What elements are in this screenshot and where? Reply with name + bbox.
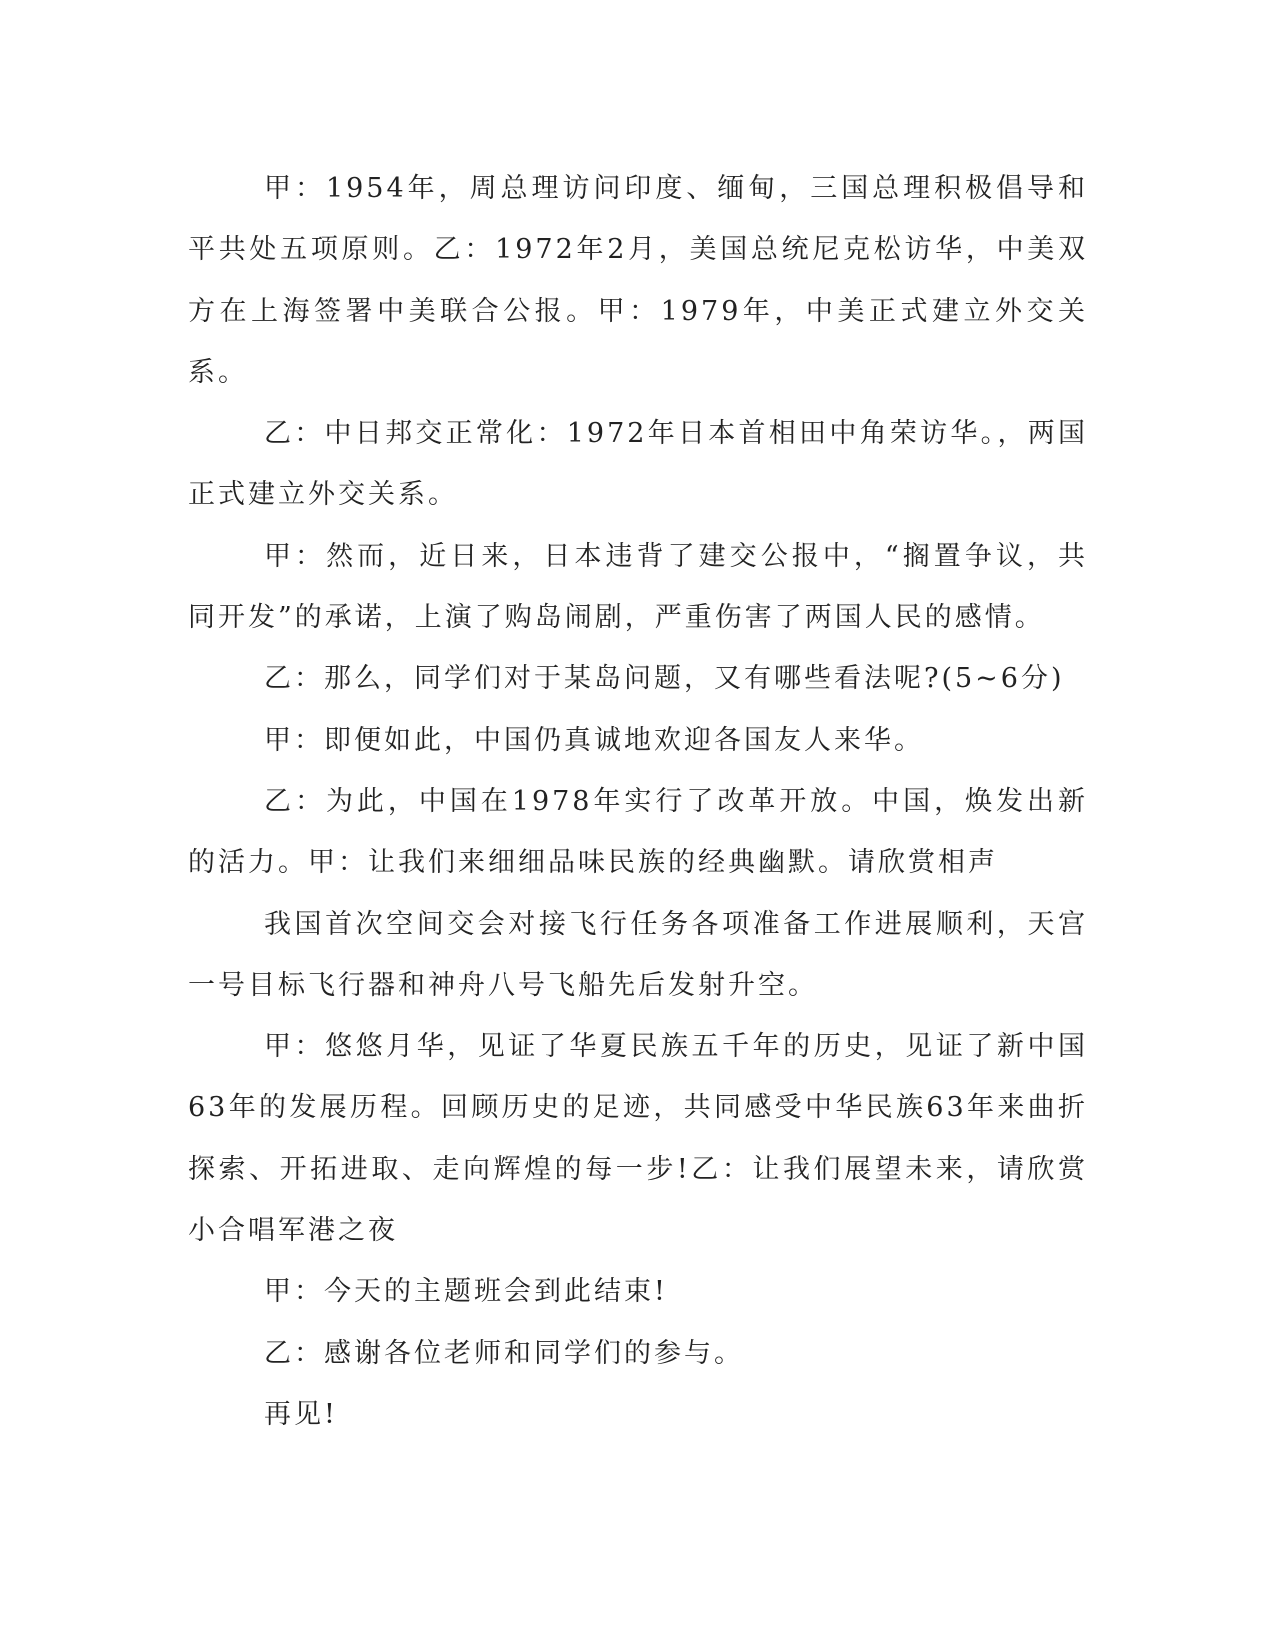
document-body [188, 158, 1088, 1445]
paragraph-8: 甲：悠悠月华，见证了华夏民族五千年的历史，见证了新中国63年的发展历程。回顾历史的足迹，共同感受中华民族63年来曲折探索、开拓进取、走向辉煌的每一步!乙：让我们展望未来，请欣赏小合唱军港之夜 [188, 1031, 1088, 1247]
paragraph-4: 乙：那么，同学们对于某岛问题，又有哪些看法呢?(5~6分) [264, 663, 1065, 695]
paragraph-11: 再见! [264, 1398, 338, 1430]
paragraph-2: 乙：中日邦交正常化：1972年日本首相田中角荣访华。，两国正式建立外交关系。 [188, 418, 1088, 511]
paragraph-6: 乙：为此，中国在1978年实行了改革开放。中国，焕发出新的活力。甲：让我们来细细品味民族的经典幽默。请欣赏相声 [188, 785, 1088, 879]
paragraph-9: 甲：今天的主题班会到此结束! [264, 1276, 668, 1308]
paragraph-10: 乙：感谢各位老师和同学们的参与。 [264, 1337, 744, 1369]
paragraph-5: 甲：即便如此，中国仍真诚地欢迎各国友人来华。 [264, 724, 924, 756]
paragraph-3: 甲：然而，近日来，日本违背了建交公报中，“搁置争议，共同开发”的承诺，上演了购岛闹剧，严重伤害了两国人民的感情。 [188, 540, 1088, 634]
paragraph-7: 我国首次空间交会对接飞行任务各项准备工作进展顺利，天宫一号目标飞行器和神舟八号飞船先后发射升空。 [188, 908, 1088, 1001]
paragraph-1: 甲：1954年，周总理访问印度、缅甸，三国总理积极倡导和平共处五项原则。乙：1972年2月，美国总统尼克松访华，中美双方在上海签署中美联合公报。甲：1979年，中美正式建立外交关系。 [188, 173, 1088, 388]
